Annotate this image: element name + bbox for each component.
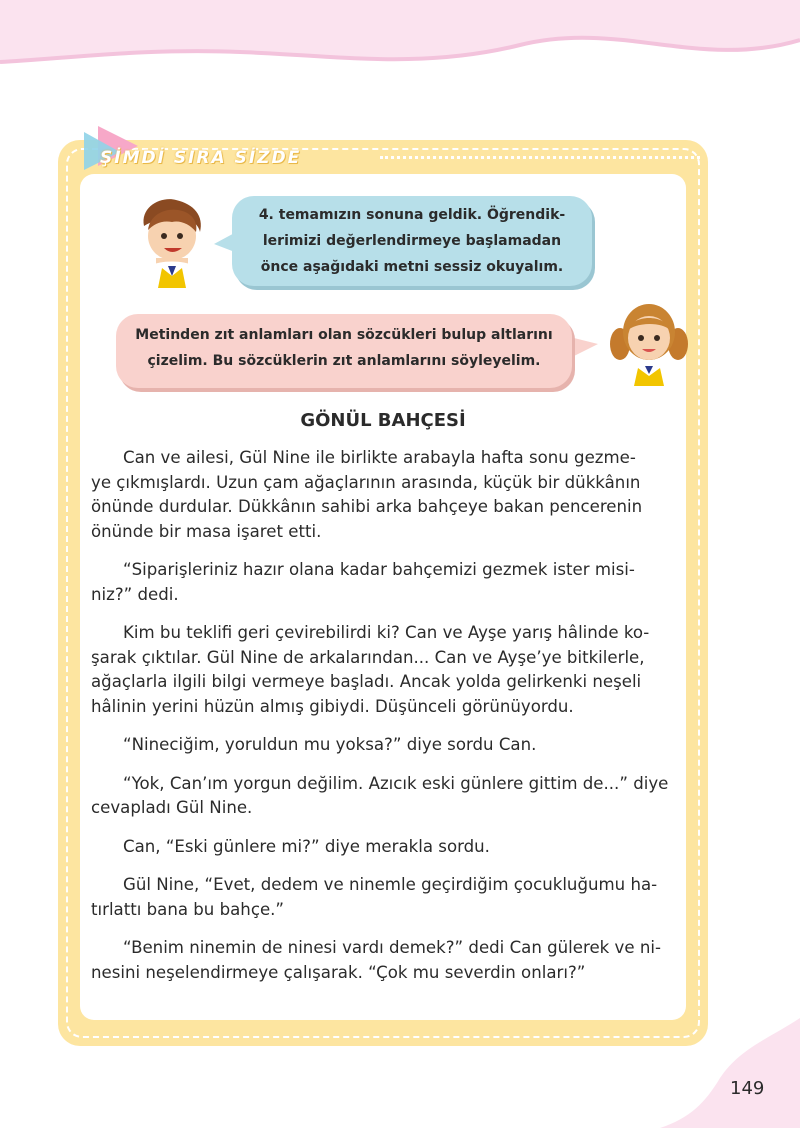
girl-bubble-line: çizelim. Bu sözcüklerin zıt anlamlarını söyleyelim. [147, 353, 541, 369]
story-paragraph [91, 558, 701, 607]
story-line: “Siparişleriniz hazır olana kadar bahçemizi gezmek ister misi- [123, 560, 635, 579]
story-line: tırlattı bana bu bahçe.” [91, 899, 285, 919]
top-wave-decoration [0, 0, 800, 90]
header-dotted-line [380, 156, 700, 159]
page-number: 149 [730, 1078, 765, 1099]
story-line: hâlinin yerini hüzün almış gibiydi. Düşünceli görünüyordu. [91, 696, 574, 716]
story-line: Can ve ailesi, Gül Nine ile birlikte arabayla hafta sonu gezme- [123, 448, 636, 467]
story-line: Can, “Eski günlere mi?” diye merakla sordu. [123, 836, 490, 856]
story-line: “Benim ninemin de ninesi vardı demek?” dedi Can gülerek ve ni- [123, 938, 661, 957]
story-line: Gül Nine, “Evet, dedem ve ninemle geçirdiğim çocukluğumu ha- [123, 875, 658, 894]
story-paragraph [91, 446, 701, 544]
story-line: şarak çıktılar. Gül Nine de arkalarından... Can ve Ayşe’ye bitkilerle, [91, 647, 645, 667]
story-paragraph [91, 621, 701, 719]
story-paragraph [91, 835, 701, 860]
story-line: önünde durdular. Dükkânın sahibi arka bahçeye bakan pencerenin [91, 497, 643, 516]
story-paragraph [91, 733, 701, 758]
girl-speech-bubble [116, 314, 572, 388]
story-line: ye çıkmışlardı. Uzun çam ağaçlarının arasında, küçük bir dükkânın [91, 472, 641, 492]
boy-bubble-line: 4. temamızın sonuna geldik. Öğrendik- [258, 207, 566, 223]
story-line: cevapladı Gül Nine. [91, 798, 253, 817]
story-line: “Nineciğim, yoruldun mu yoksa?” diye sordu Can. [123, 735, 537, 754]
boy-speech-bubble [232, 196, 592, 286]
story-line: “Yok, Can’ım yorgun değilim. Azıcık eski günlere gittim de...” diye [123, 773, 669, 793]
story-line: niz?” dedi. [91, 584, 179, 604]
story-line: ağaçlarla ilgili bilgi vermeye başladı. Ancak yolda gelirkenki neşeli [91, 672, 642, 691]
story-title: GÖNÜL BAHÇESİ [300, 410, 466, 431]
girl-character-illustration [608, 294, 690, 386]
boy-character-illustration [136, 196, 208, 288]
story-paragraph [91, 873, 701, 922]
story-paragraph [91, 936, 701, 985]
boy-bubble-line: önce aşağıdaki metni sessiz okuyalım. [260, 259, 564, 275]
boy-bubble-line: lerimizi değerlendirmeye başlamadan [262, 233, 562, 249]
girl-bubble-line: Metinden zıt anlamları olan sözcükleri bulup altlarını [135, 327, 553, 343]
section-header: ŞİMDİ SIRA SİZDE [100, 148, 302, 168]
story-line: Kim bu teklifi geri çevirebilirdi ki? Can ve Ayşe yarış hâlinde ko- [123, 623, 650, 642]
story-line: nesini neşelendirmeye çalışarak. “Çok mu severdin onları?” [91, 962, 586, 982]
story-line: önünde bir masa işaret etti. [91, 521, 322, 541]
story-text [91, 446, 701, 999]
story-paragraph [91, 772, 701, 821]
